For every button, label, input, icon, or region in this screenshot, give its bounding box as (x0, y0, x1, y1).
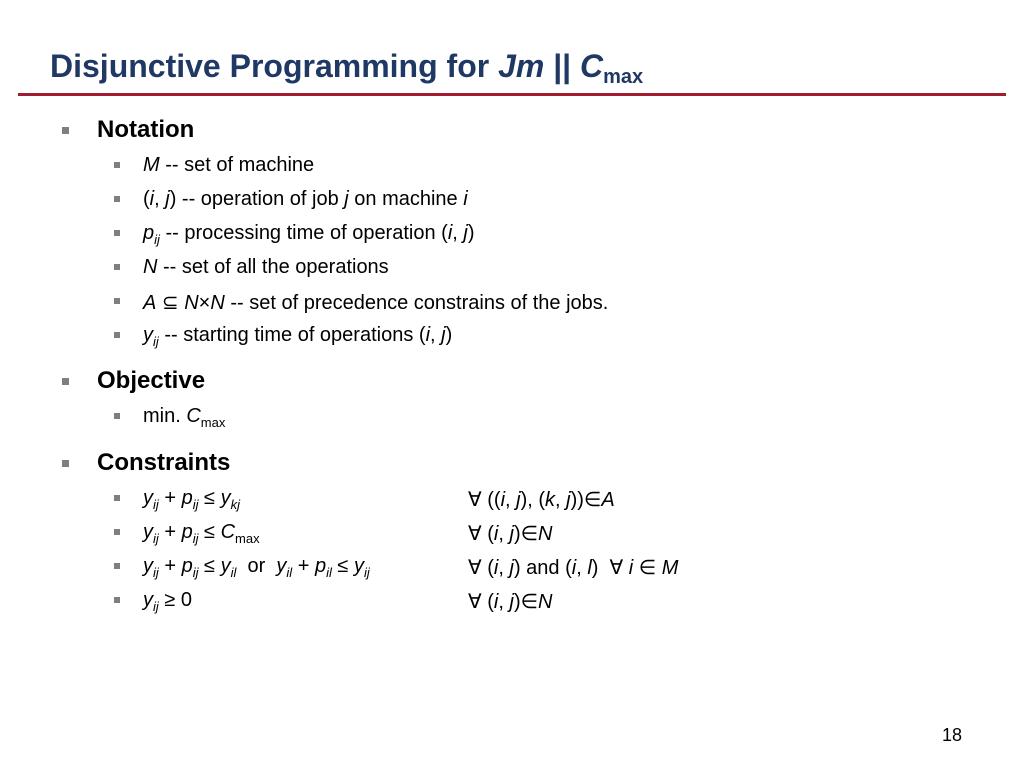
constraint-4-rhs: ∀ (i, j)∈N (468, 591, 553, 613)
constraint-2-lhs: $y_{ij} + p_{ij} \le C_{max}$ (143, 521, 260, 546)
bullet-icon (114, 413, 120, 419)
title-divider (18, 93, 1006, 96)
objective-item: min. $C_{max}$ (143, 405, 226, 430)
bullet-icon (114, 495, 120, 501)
constraint-3-lhs: $y_{ij} + p_{ij} \le y_{il}$ or $y_{il} + p_{il} \le y_{ij}$ (143, 555, 370, 580)
constraint-3-rhs: ∀ (i, j) and (i, l) ∀ i ∈ M (468, 557, 679, 579)
constraint-1-rhs: ∀ ((i, j), (k, j))∈A (468, 489, 615, 511)
slide-number: 18 (942, 725, 963, 745)
section-heading-objective: Objective (97, 367, 206, 394)
bullet-icon (114, 196, 120, 202)
constraint-2-rhs: ∀ (i, j)∈N (468, 523, 553, 545)
bullet-icon (62, 127, 69, 134)
bullet-icon (62, 378, 69, 385)
notation-item-operation: (i, j) -- operation of job j on machine i (143, 188, 468, 210)
bullet-icon (114, 597, 120, 603)
bullet-icon (114, 529, 120, 535)
bullet-icon (114, 162, 120, 168)
bullet-icon (62, 460, 69, 467)
section-heading-notation: Notation (97, 116, 195, 143)
notation-item-start-time: $y_{ij}$ -- starting time of operations (i, j) (143, 324, 453, 349)
bullet-icon (114, 298, 120, 304)
slide-title: Disjunctive Programming for Jm || $C_{max}$ (50, 48, 644, 88)
bullet-icon (114, 230, 120, 236)
constraint-1-lhs: $y_{ij} + p_{ij} \le y_{kj}$ (143, 487, 240, 512)
notation-item-processing-time: $p_{ij}$ -- processing time of operation (i, j) (143, 222, 475, 247)
notation-item-precedence: A ⊆ N×N -- set of precedence constrains of the jobs. (143, 292, 609, 314)
bullet-icon (114, 332, 120, 338)
section-heading-constraints: Constraints (97, 449, 231, 476)
bullet-icon (114, 563, 120, 569)
bullet-icon (114, 264, 120, 270)
notation-item-operations-set: N -- set of all the operations (143, 256, 389, 278)
constraint-4-lhs: $y_{ij} \ge 0$ (143, 589, 192, 614)
notation-item-machine: M -- set of machine (143, 154, 315, 176)
